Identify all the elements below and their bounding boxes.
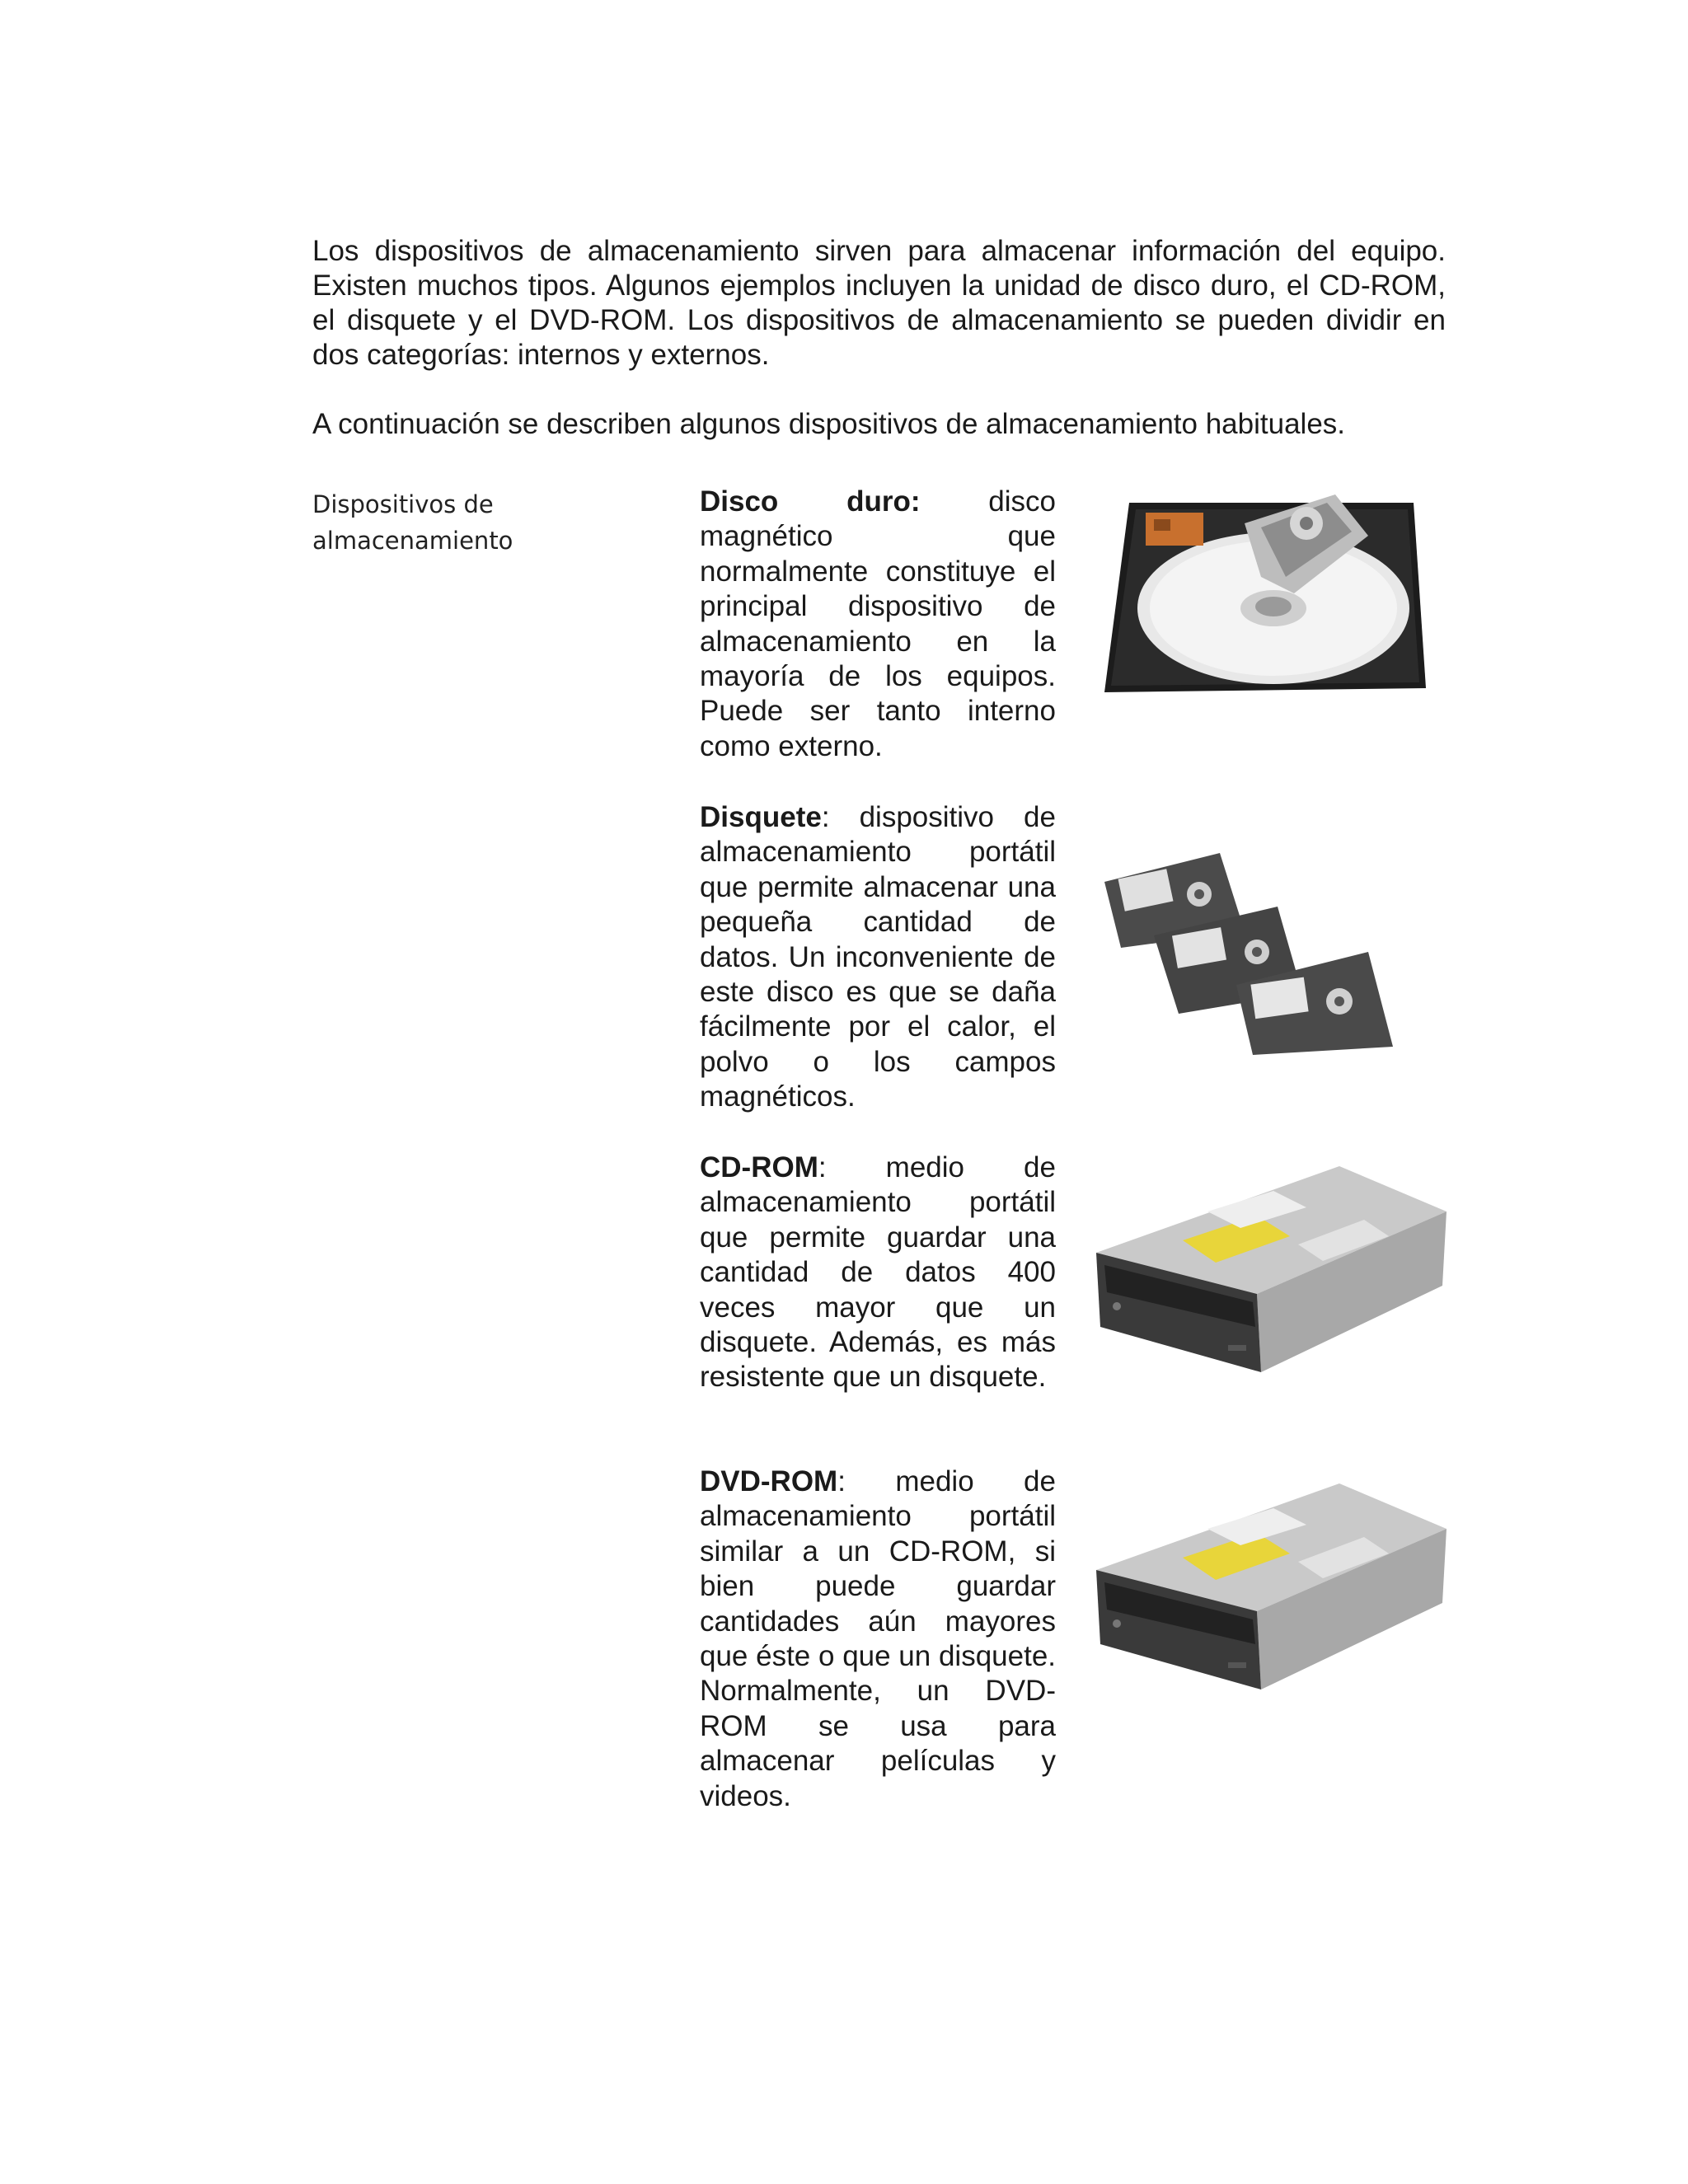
device-entry-floppy xyxy=(700,800,1056,1115)
device-term: Disquete xyxy=(700,801,822,833)
dvd-rom-drive-image xyxy=(1092,1479,1447,1698)
device-entry-dvd-rom xyxy=(700,1465,1056,1814)
device-description: disco magnético que normalmente constituye el principal dispositivo de almacenamiento en la mayoría de los equipos. Puede ser tanto interno como externo. xyxy=(700,485,1057,762)
device-description: : medio de almacenamiento portátil similar a un CD-ROM, si bien puede guardar cantidades aún mayores que éste o que un disquete. Normalmente, un DVD-ROM se usa para almacenar películas y videos. xyxy=(700,1465,1057,1812)
device-entry-cd-rom xyxy=(700,1151,1056,1395)
intro-text xyxy=(312,234,1446,442)
device-description: : dispositivo de almacenamiento portátil que permite almacenar una pequeña cantidad de datos. Un inconveniente de este disco es que se daña fácilmente por el calor, el polvo o los campos magnéticos. xyxy=(700,801,1056,1113)
sidebar-label: Dispositivos de almacenamiento xyxy=(312,490,513,555)
device-description: : medio de almacenamiento portátil que permite guardar una cantidad de datos 400 veces mayor que un disquete. Además, es más resistente que un disquete. xyxy=(700,1151,1056,1394)
device-entry-hard-disk xyxy=(700,485,1056,764)
device-term: Disco duro: xyxy=(700,485,921,518)
intro-paragraph-2: A continuación se describen algunos dispositivos de almacenamiento habituales. xyxy=(312,408,1346,440)
intro-paragraph: Los dispositivos de almacenamiento sirven para almacenar información del equipo. Existen muchos tipos. Algunos ejemplos incluyen la unidad de disco duro, el CD-ROM, el disquete y el DVD-ROM. Los dispositivos de almacenamiento se pueden dividir en dos categorías: internos y externos. xyxy=(312,235,1446,371)
device-term: DVD-ROM xyxy=(700,1465,838,1497)
hard-disk-image xyxy=(1096,486,1426,696)
cd-rom-drive-image xyxy=(1092,1162,1447,1380)
device-term: CD-ROM xyxy=(700,1151,818,1183)
floppy-disks-image xyxy=(1096,849,1442,1059)
